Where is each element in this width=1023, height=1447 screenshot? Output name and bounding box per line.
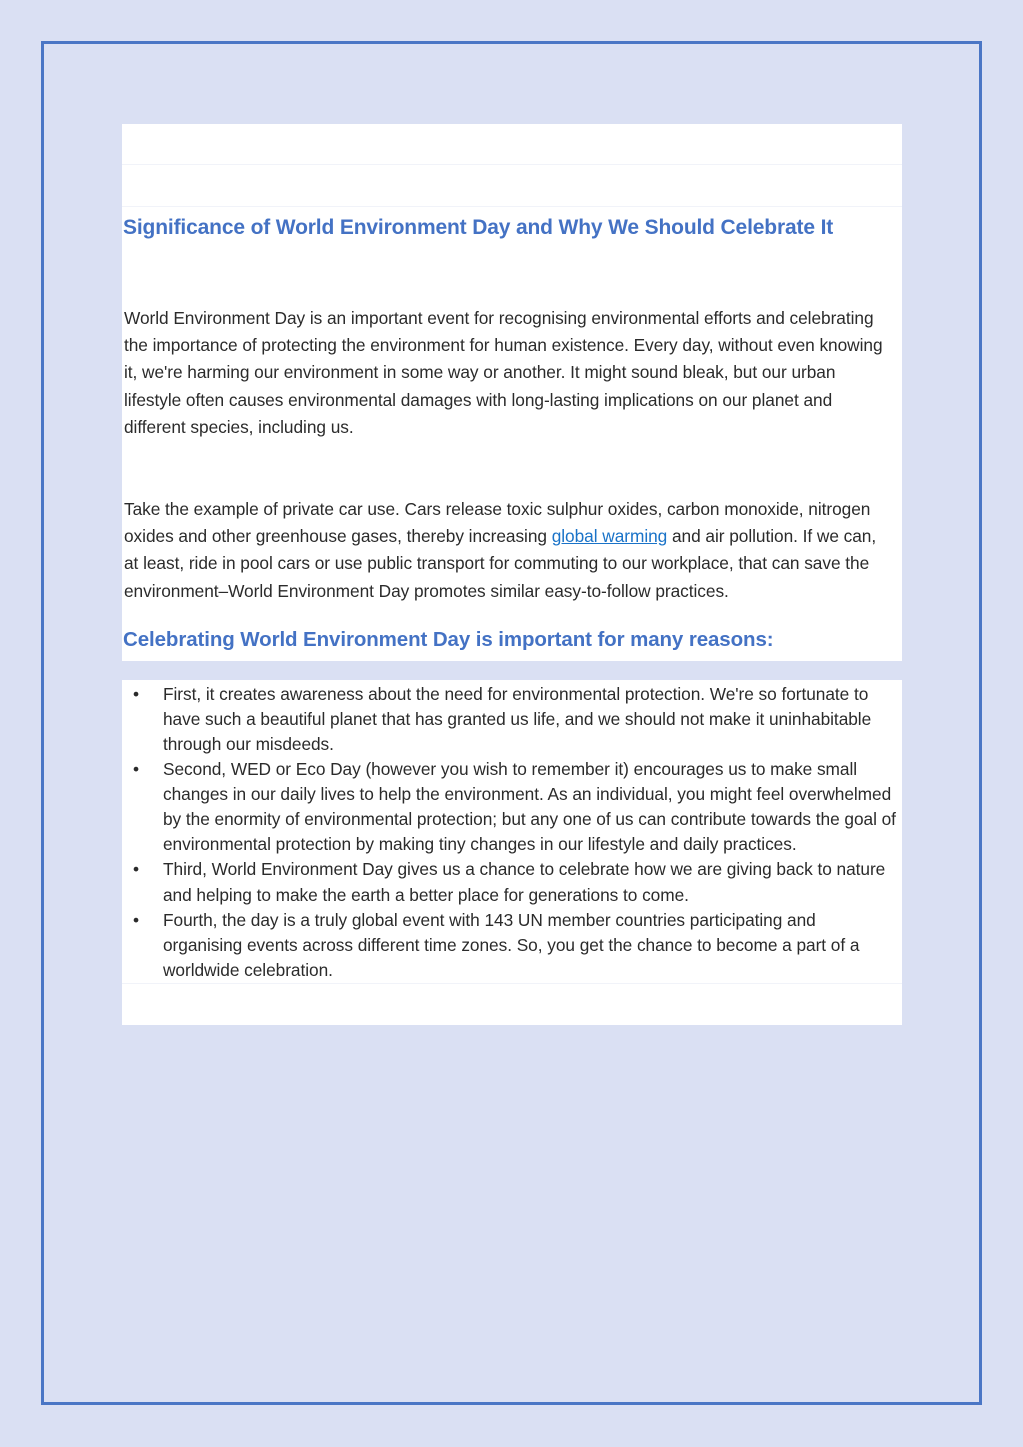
section-heading: Celebrating World Environment Day is important for many reasons:: [122, 621, 902, 661]
list-item-text: Third, World Environment Day gives us a chance to celebrate how we are giving back to nature and helping to make the earth a better place for generations to come.: [163, 859, 886, 905]
list-item: [122, 908, 902, 983]
spacer: [122, 441, 902, 496]
paragraph-text: and air pollution. If we can, at least, ride in pool cars or use public transport for commuting to our workplace, that can save the environment–World Environment Day promotes similar easy-to-follow practices.: [124, 526, 877, 601]
list-item-text: Fourth, the day is a truly global event with 143 UN member countries participating and organising events across different time zones. So, you get the chance to become a part of a worldwide celebration.: [163, 909, 860, 980]
bullet-icon: •: [132, 683, 139, 704]
reasons-list: [122, 680, 902, 983]
global-warming-link[interactable]: global warming: [551, 526, 668, 547]
section-gap: [122, 661, 902, 680]
list-item: [122, 682, 902, 757]
list-item: [122, 757, 902, 857]
page-title: Significance of World Environment Day and Why We Should Celebrate It: [122, 207, 902, 253]
spacer: [122, 605, 902, 621]
intro-paragraph: World Environment Day is an important event for recognising environmental efforts and celebrating the importance of protecting the environment for human existence. Every day, without even knowing it, we're harming our environment in some way or another. It might sound bleak, but our urban lifestyle often causes environmental damages with long-lasting implications on our planet and different species, including us.: [122, 305, 902, 441]
document-content: [122, 124, 902, 1025]
car-use-paragraph: [122, 496, 902, 605]
list-item-text: Second, WED or Eco Day (however you wish to remember it) encourages us to make small changes in our daily lives to help the environment. As an individual, you might feel overwhelmed by the enormity of environmental protection; but any one of us can contribute towards the goal of environmental protection by making tiny changes in our lifestyle and daily practices.: [163, 759, 896, 855]
blank-row: [122, 124, 902, 165]
list-item-text: First, it creates awareness about the need for environmental protection. We're so fortunate to have such a beautiful planet that has granted us life, and we should not make it uninhabitable through our misdeeds.: [163, 683, 872, 755]
bullet-icon: •: [132, 909, 139, 930]
blank-row: [122, 983, 902, 1025]
spacer: [122, 253, 902, 305]
bullet-icon: •: [132, 859, 139, 880]
bullet-icon: •: [132, 759, 139, 780]
list-item: [122, 857, 902, 907]
blank-row: [122, 165, 902, 207]
paragraph-text: Take the example of private car use. Cars release toxic sulphur oxides, carbon monoxide, nitrogen oxides and other greenhouse gases, thereby increasing: [124, 499, 871, 547]
